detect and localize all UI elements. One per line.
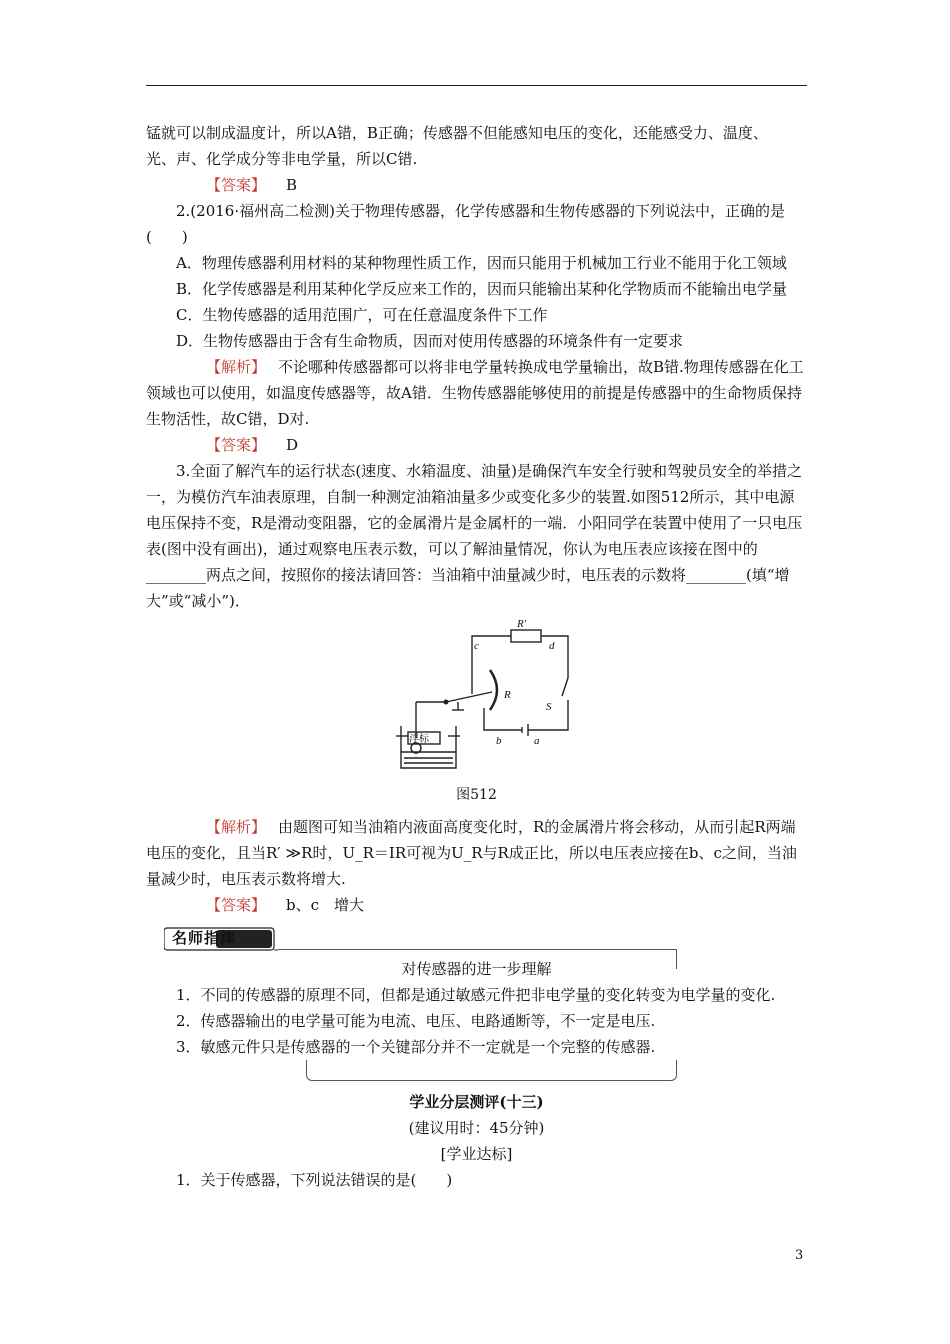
label-s: S — [546, 701, 552, 713]
badge-text: 名师指津 — [172, 929, 237, 947]
answer-label: 【答案】 — [206, 436, 267, 454]
q3-analysis — [146, 814, 807, 892]
answer-label: 【答案】 — [206, 176, 267, 194]
tip-box-header — [146, 922, 807, 956]
q1-answer-value: B — [286, 176, 298, 194]
label-b: b — [496, 735, 502, 747]
label-r-prime: R′ — [517, 618, 527, 630]
test-title: 学业分层测评(十三) — [409, 1093, 544, 1111]
q3-answer — [146, 892, 807, 918]
label-c: c — [474, 640, 479, 652]
resistor-r-prime — [511, 630, 541, 642]
tip-item-2: 2．传感器输出的电学量可能为电流、电压、电路通断等，不一定是电压. — [176, 1012, 656, 1030]
analysis-label: 【解析】 — [206, 818, 267, 836]
label-a: a — [534, 735, 540, 747]
q2-answer — [146, 432, 807, 458]
q1-answer — [146, 172, 807, 198]
intro-line-2: 光、声、化学成分等非电学量，所以C错. — [146, 150, 418, 168]
q3-answer-value: b、c 增大 — [286, 896, 365, 914]
q2-option-b: B．化学传感器是利用某种化学反应来工作的，因而只能输出某种化学物质而不能输出电学量 — [176, 280, 788, 298]
q3-analysis-text: 由题图可知当油箱内液面高度变化时，R的金属滑片将会移动，从而引起R两端电压的变化，且当R′ ≫R时，U_R＝IR可视为U_R与R成正比，所以电压表应接在b、c之间，当油量减少时，电压表示数将增大. — [146, 818, 797, 888]
q2-option-a: A．物理传感器利用材料的某种物理性质工作，因而只能用于机械加工行业不能用于化工领域 — [176, 254, 787, 272]
q2-option-c: C．生物传感器的适用范围广，可在任意温度条件下工作 — [176, 306, 548, 324]
test-section: [学业达标] — [440, 1145, 513, 1163]
tip-item-3: 3．敏感元件只是传感器的一个关键部分并不一定就是一个完整的传感器. — [176, 1038, 656, 1056]
q2-option-d: D．生物传感器由于含有生命物质，因而对使用传感器的环境条件有一定要求 — [176, 332, 684, 350]
tip-box — [146, 922, 807, 1081]
document-body — [146, 120, 807, 1193]
label-float: 浮标 — [409, 734, 429, 745]
tip-item-1: 1．不同的传感器的原理不同，但都是通过敏感元件把非电学量的变化转变为电学量的变化. — [176, 986, 776, 1004]
tip-box-bottom-border — [306, 1060, 677, 1081]
figure-caption: 图512 — [456, 787, 497, 803]
circuit-diagram — [396, 618, 576, 780]
test-q1: 1．关于传感器，下列说法错误的是( ) — [176, 1171, 453, 1189]
analysis-label: 【解析】 — [206, 358, 267, 376]
intro-line-1: 锰就可以制成温度计，所以A错，B正确；传感器不但能感知电压的变化，还能感受力、温度、 — [146, 124, 768, 142]
answer-label: 【答案】 — [206, 896, 267, 914]
page-number: 3 — [795, 1248, 804, 1263]
q2-analysis — [146, 354, 807, 432]
header-rule — [146, 85, 807, 86]
test-time: (建议用时：45分钟) — [408, 1119, 545, 1137]
tip-box-title: 对传感器的进一步理解 — [401, 960, 552, 978]
q2-answer-value: D — [286, 436, 299, 454]
label-r: R — [504, 689, 511, 701]
q2-analysis-text: 不论哪种传感器都可以将非电学量转换成电学量输出，故B错.物理传感器在化工领域也可以使用，如温度传感器等，故A错．生物传感器能够使用的前提是传感器中的生命物质保持生物活性，故C错，D对. — [146, 358, 804, 428]
q3-stem: 3.全面了解汽车的运行状态(速度、水箱温度、油量)是确保汽车安全行驶和驾驶员安全的举措之一，为模仿汽车油表原理，自制一种测定油箱油量多少或变化多少的装置.如图512所示，其中电源电压保持不变，R是滑动变阻器，它的金属滑片是金属杆的一端．小阳同学在装置中使用了一只电压表(图中没有画出)，通过观察电压表示数，可以了解油量情况，你认为电压表应该接在图中的________两点之间，按照你的接法请回答：当油箱中油量减少时，电压表的示数将________(填“增大”或“减小”)． — [146, 462, 803, 610]
q2-stem: 2.(2016·福州高二检测)关于物理传感器，化学传感器和生物传感器的下列说法中，正确的是( ) — [146, 202, 785, 246]
circuit-figure — [146, 618, 807, 784]
label-d: d — [549, 640, 555, 652]
